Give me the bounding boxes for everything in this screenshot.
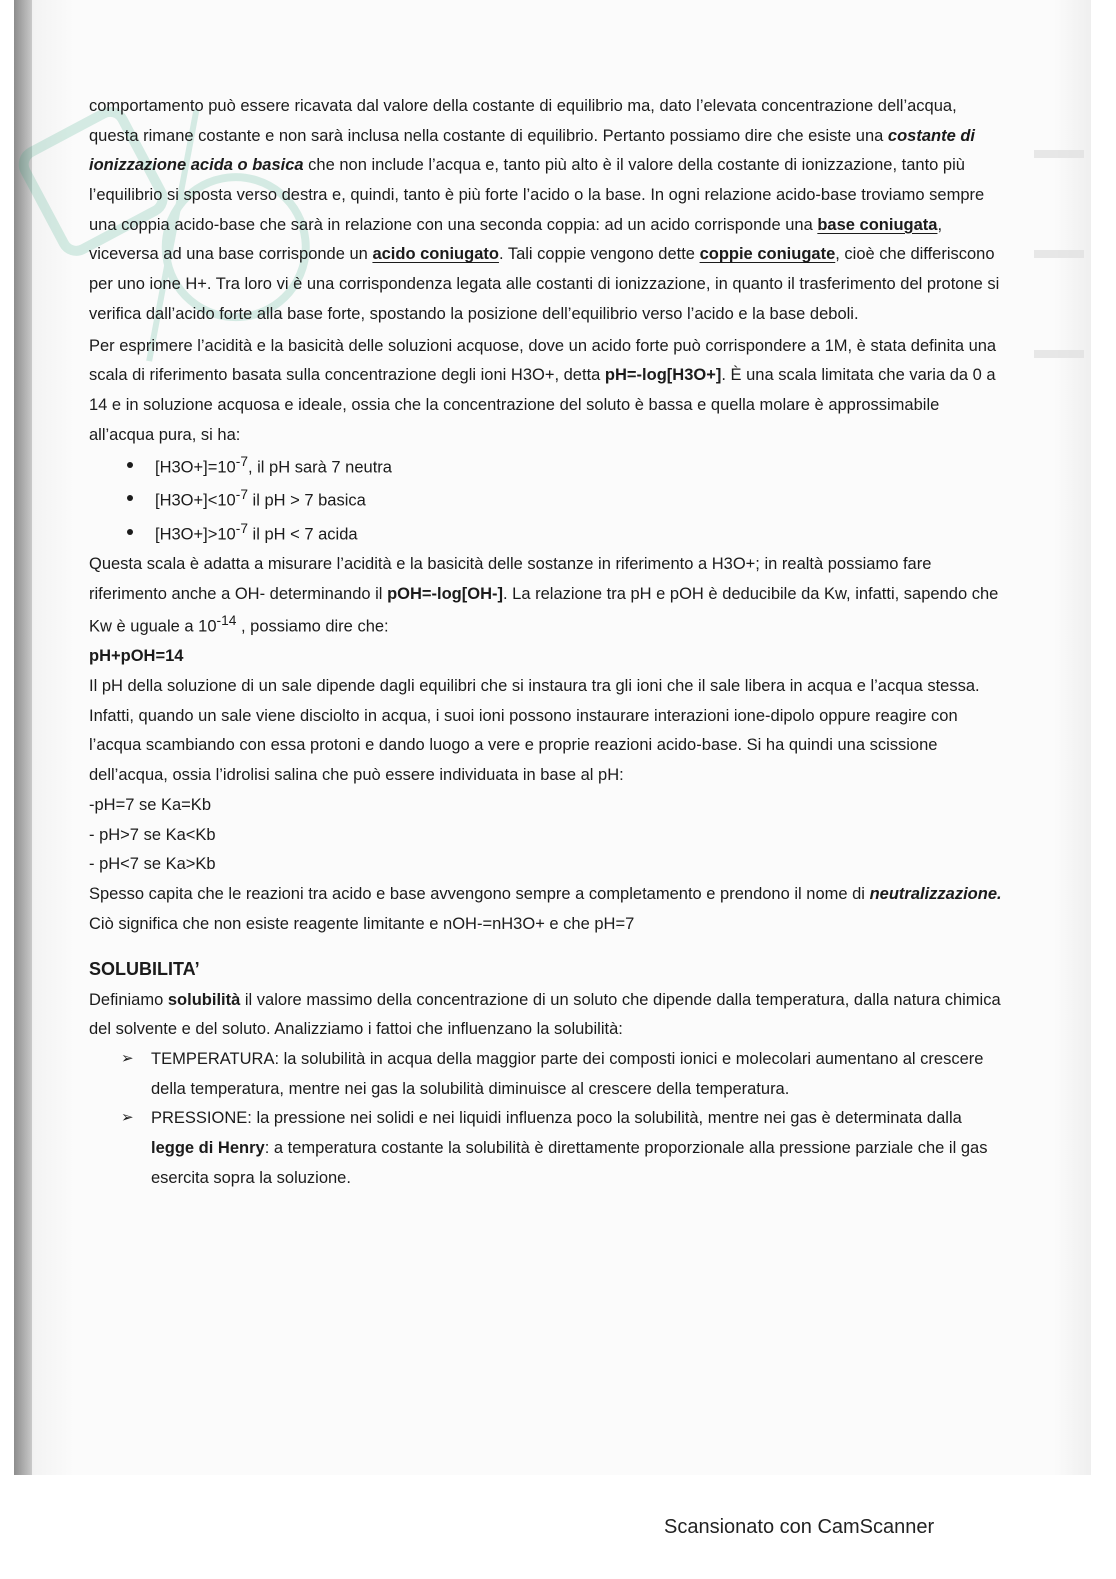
bleed-through (1034, 350, 1084, 358)
hydrolysis-case: - pH<7 se Ka>Kb (89, 855, 216, 874)
term-conjugate-pairs: coppie coniugate (699, 245, 836, 264)
paragraph-equilibrium: comportamento può essere ricavata dal valore della costante di equilibrio ma, dato l’elevata concentrazione dell’acqua, questa rimane costante e non sarà inclusa nella costante di equilibrio. Pertanto possiamo dire che esiste una costante di ionizzazione acida o basica che non include l’acqua e, tanto più alto è il valore della costante di ionizzazione, tanto più l’equilibrio si sposta verso destra e, quindi, tanto è più forte l’acido o la base. In ogni relazione acido-base troviamo sempre una coppia acido-base che sarà in relazione con una seconda coppia: ad un acido corrisponde una base coniugata, viceversa ad una base corrisponde un acido coniugato. Tali coppie vengono dette coppie coniugate, cioè che differiscono per uno ione H+. Tra loro vi è una corrispondenza legata alle costanti di ionizzazione, in quanto il trasferimento del protone si verifica dall’acido forte alla base forte, spostando la posizione dell’equilibrio verso l’acido e la base deboli. (89, 97, 1000, 323)
paragraph-poh: Questa scala è adatta a misurare l’acidità e la basicità delle sostanze in riferimento a H3O+; in realtà possiamo fare riferimento anche a OH- determinando il pOH=-log[OH-]. La relazione tra pH e pOH è deducibile da Kw, infatti, sapendo che Kw è uguale a $10^{-14}$ , possiamo dire che: (89, 554, 999, 636)
bleed-through (1034, 150, 1084, 158)
scanner-footer: Scansionato con CamScanner (664, 1516, 935, 1538)
section-heading-solubility: SOLUBILITA’ (89, 959, 200, 980)
bleed-through (1034, 250, 1084, 258)
list-item: $[H3O+]>10^{-7}$ il pH < 7 acida (127, 517, 1004, 550)
paragraph-ph-scale: Per esprimere l’acidità e la basicità delle soluzioni acquose, dove un acido forte può corrispondere a 1M, è stata definita una scala di riferimento basata sulla concentrazione degli ioni H3O+, detta pH=-log[H3O+]. È una scala limitata che varia da 0 a 14 e in soluzione acquosa e ideale, ossia che la concentrazione del soluto è bassa e quella molare è approssimabile all’acqua pura, si ha: (89, 336, 997, 444)
term-ionization-constant: costante di ionizzazione acida o basica (89, 126, 975, 175)
term-neutralization: neutralizzazione. (869, 884, 1002, 903)
paragraph-solubility-definition: Definiamo solubilità il valore massimo della concentrazione di un soluto che dipende dalla temperatura, dalla natura chimica del solvente e del soluto. Analizziamo i fattoi che influenzano la solubilità: (89, 990, 1001, 1039)
list-item: ➢ TEMPERATURA: la solubilità in acqua della maggior parte dei composti ionici e molecolari aumentano al crescere della temperatura, mentre nei gas la solubilità diminuisce al crescere della temperatura. (121, 1045, 1004, 1104)
hydrolysis-case: -pH=7 se Ka=Kb (89, 795, 211, 814)
hydrolysis-case: - pH>7 se Ka<Kb (89, 825, 216, 844)
term-solubility: solubilità (167, 990, 241, 1009)
term-conjugate-acid: acido coniugato (372, 245, 499, 264)
term-conjugate-base: base coniugata (817, 215, 938, 234)
list-item: $[H3O+]=10^{-7}$, il pH sarà 7 neutra (127, 450, 1004, 483)
paragraph-salt-hydrolysis: Il pH della soluzione di un sale dipende dagli equilibri che si instaura tra gli ioni che il sale libera in acqua e l’acqua stessa. Infatti, quando un sale viene disciolto in acqua, i suoi ioni possono instaurare interazioni ione-dipolo oppure reagire con l’acqua scambiando con essa protoni e dando luogo a vere e proprie reazioni acido-base. Si ha quindi una scissione dell’acqua, ossia l’idrolisi salina che può essere individuata in base al pH: (89, 677, 980, 785)
document-body (89, 92, 1004, 1193)
scanned-page (14, 0, 1091, 1475)
solubility-factors-list (89, 1045, 1004, 1193)
poh-formula: pOH=-log[OH-] (387, 584, 503, 603)
list-item: $[H3O+]<10^{-7}$ il pH > 7 basica (127, 483, 1004, 516)
paragraph-neutralization: Spesso capita che le reazioni tra acido e base avvengono sempre a completamento e prendono il nome di neutralizzazione. Ciò significa che non esiste reagente limitante e nOH-=nH3O+ e che pH=7 (89, 884, 1002, 933)
list-item: ➢ PRESSIONE: la pressione nei solidi e nei liquidi influenza poco la solubilità, mentre nei gas è determinata dalla legge di Henry: a temperatura costante la solubilità è direttamente proporzionale alla pressione parziale che il gas esercita sopra la soluzione. (121, 1104, 1004, 1193)
ph-bullet-list (89, 450, 1004, 550)
ph-poh-sum-formula: pH+pOH=14 (89, 647, 184, 666)
term-henry-law: legge di Henry (151, 1139, 265, 1158)
ph-formula: pH=-log[H3O+] (604, 366, 722, 385)
